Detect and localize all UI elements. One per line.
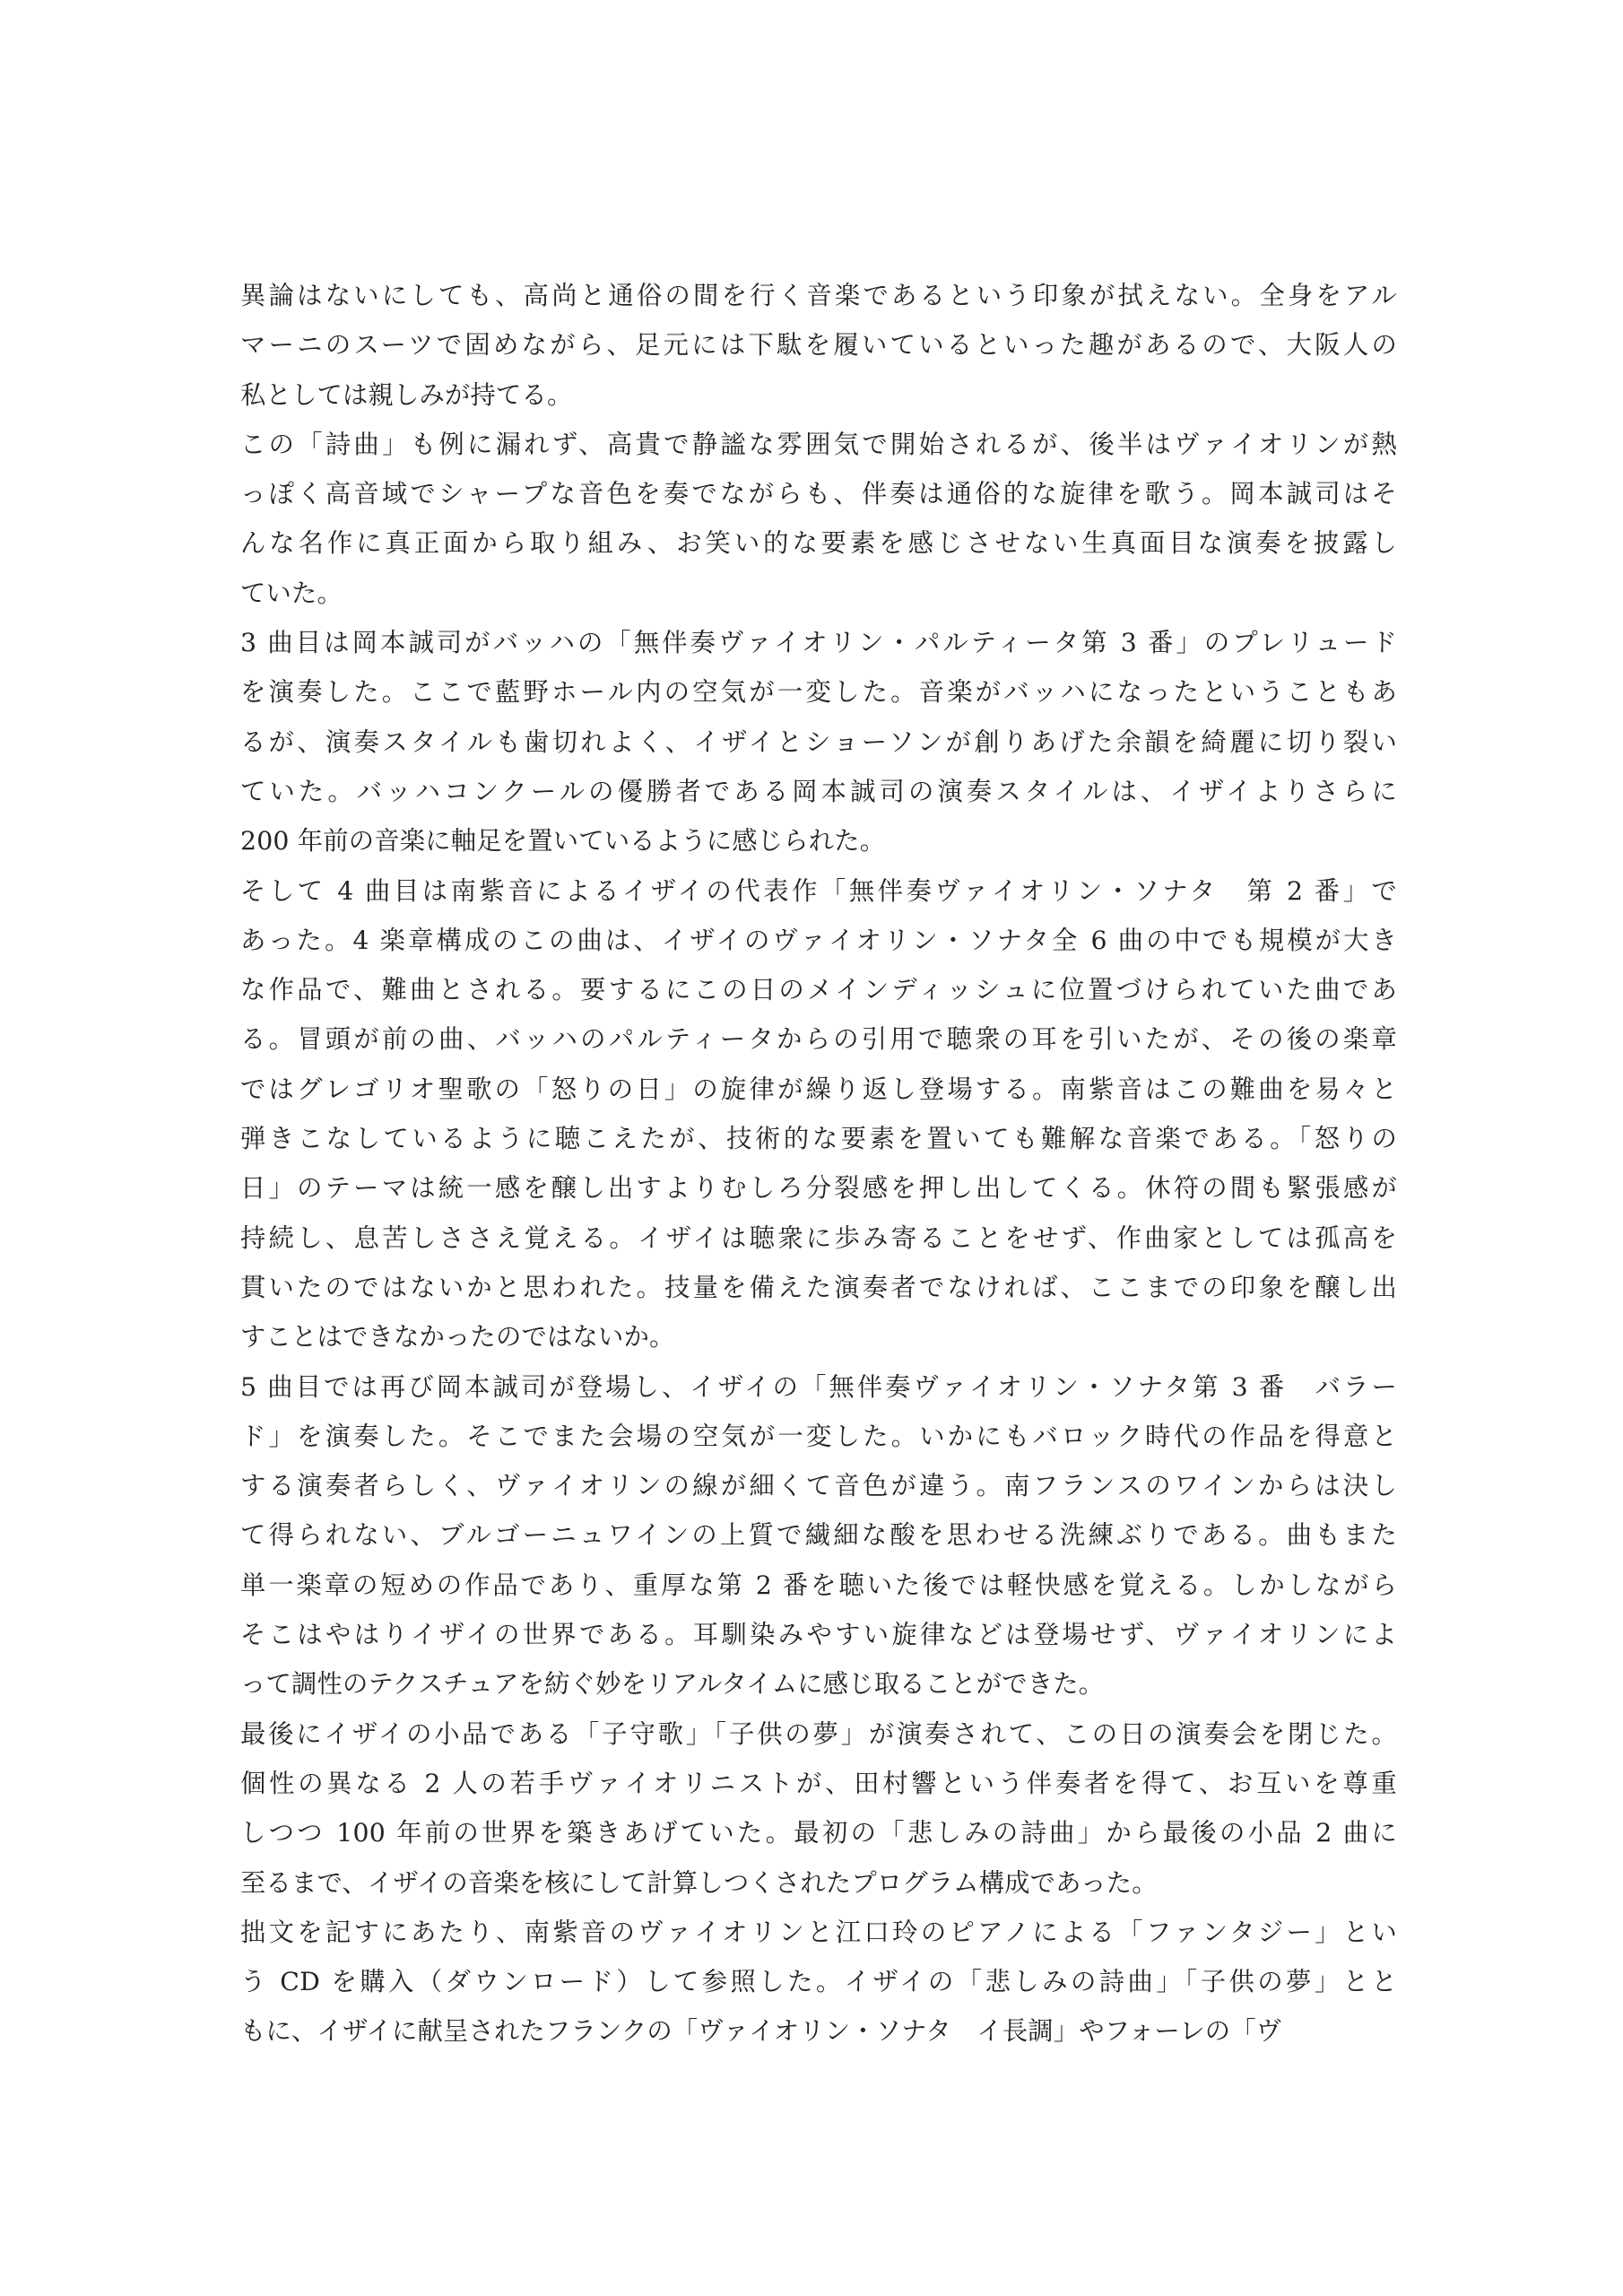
text-line: すことはできなかったのではないか。 <box>240 1322 675 1352</box>
text-line: マーニのスーツで固めながら、足元には下駄を履いているといった趣があるので、大阪人の <box>240 330 1397 361</box>
text-line: 拙文を記すにあたり、南紫音のヴァイオリンと江口玲のピアノによる「ファンタジー」とい <box>240 1917 1397 1947</box>
article-body <box>240 271 1397 2057</box>
text-line: 3 曲目は岡本誠司がバッハの「無伴奏ヴァイオリン・パルティータ第 3 番」のプレリュード <box>240 628 1397 658</box>
text-line: ていた。バッハコンクールの優勝者である岡本誠司の演奏スタイルは、イザイよりさらに <box>240 776 1397 806</box>
text-line: 私としては親しみが持てる。 <box>240 379 573 410</box>
paragraph <box>240 618 1397 865</box>
text-line: する演奏者らしく、ヴァイオリンの線が細くて音色が違う。南フランスのワインからは決し <box>240 1471 1397 1501</box>
text-line: っぽく高音域でシャープな音色を奏でながらも、伴奏は通俗的な旋律を歌う。岡本誠司はそ <box>240 479 1397 509</box>
text-line: るが、演奏スタイルも歯切れよく、イザイとショーソンが創りあげた余韻を綺麗に切り裂い <box>240 726 1397 757</box>
paragraph <box>240 866 1397 1362</box>
text-line: あった。4 楽章構成のこの曲は、イザイのヴァイオリン・ソナタ全 6 曲の中でも規模が大き <box>240 925 1397 955</box>
text-line: 持続し、息苦しささえ覚える。イザイは聴衆に歩み寄ることをせず、作曲家としては孤高を <box>240 1222 1397 1253</box>
text-line: この「詩曲」も例に漏れず、高貴で静謐な雰囲気で開始されるが、後半はヴァイオリンが熱 <box>240 429 1397 459</box>
paragraph <box>240 271 1397 420</box>
text-line: 単一楽章の短めの作品であり、重厚な第 2 番を聴いた後では軽快感を覚える。しかしながら <box>240 1570 1397 1600</box>
text-line: 貫いたのではないかと思われた。技量を備えた演奏者でなければ、ここまでの印象を醸し出 <box>240 1272 1398 1302</box>
text-line: ではグレゴリオ聖歌の「怒りの日」の旋律が繰り返し登場する。南紫音はこの難曲を易々と <box>240 1074 1397 1104</box>
text-line: 弾きこなしているように聴こえたが、技術的な要素を置いても難解な音楽である。「怒りの <box>240 1124 1397 1154</box>
text-line: ていた。 <box>240 578 343 608</box>
paragraph <box>240 420 1397 618</box>
text-line: そして 4 曲目は南紫音によるイザイの代表作「無伴奏ヴァイオリン・ソナタ 第 2 番」で <box>240 875 1397 906</box>
text-line: 至るまで、イザイの音楽を核にして計算しつくされたプログラム構成であった。 <box>240 1867 1158 1898</box>
paragraph <box>240 1362 1397 1709</box>
text-line: ド」を演奏した。そこでまた会場の空気が一変した。いかにもバロック時代の作品を得意と <box>240 1421 1397 1451</box>
text-line: 日」のテーマは統一感を醸し出すよりむしろ分裂感を押し出してくる。休符の間も緊張感が <box>240 1173 1397 1204</box>
text-line: 5 曲目では再び岡本誠司が登場し、イザイの「無伴奏ヴァイオリン・ソナタ第 3 番 バラー <box>240 1371 1397 1402</box>
text-line: んな名作に真正面から取り組み、お笑い的な要素を感じさせない生真面目な演奏を披露し <box>240 528 1397 559</box>
text-line: もに、イザイに献呈されたフランクの「ヴァイオリン・ソナタ イ長調」やフォーレの「ヴ <box>240 2016 1282 2047</box>
text-line: しつつ 100 年前の世界を築きあげていた。最初の「悲しみの詩曲」から最後の小品 2 曲に <box>240 1818 1397 1848</box>
text-line: 200 年前の音楽に軸足を置いているように感じられた。 <box>240 826 886 857</box>
text-line: そこはやはりイザイの世界である。耳馴染みやすい旋律などは登場せず、ヴァイオリンによ <box>240 1620 1397 1650</box>
text-line: 異論はないにしても、高尚と通俗の間を行く音楽であるという印象が拭えない。全身をアル <box>240 281 1397 310</box>
text-line: 個性の異なる 2 人の若手ヴァイオリニストが、田村響という伴奏者を得て、お互いを尊重 <box>240 1768 1397 1798</box>
paragraph <box>240 1908 1397 2057</box>
text-line: を演奏した。ここで藍野ホール内の空気が一変した。音楽がバッハになったということもあ <box>240 677 1397 708</box>
text-line: な作品で、難曲とされる。要するにこの日のメインディッシュに位置づけられていた曲であ <box>240 975 1397 1005</box>
paragraph <box>240 1709 1397 1908</box>
text-line: って調性のテクスチュアを紡ぐ妙をリアルタイムに感じ取ることができた。 <box>240 1669 1105 1700</box>
text-line: 最後にイザイの小品である「子守歌」「子供の夢」が演奏されて、この日の演奏会を閉じた。 <box>240 1718 1397 1749</box>
text-line: う CD を購入（ダウンロード）して参照した。イザイの「悲しみの詩曲」「子供の夢」とと <box>240 1967 1397 1997</box>
text-line: て得られない、ブルゴーニュワインの上質で繊細な酸を思わせる洗練ぶりである。曲もまた <box>240 1520 1397 1551</box>
text-line: る。冒頭が前の曲、バッハのパルティータからの引用で聴衆の耳を引いたが、その後の楽章 <box>240 1024 1397 1055</box>
